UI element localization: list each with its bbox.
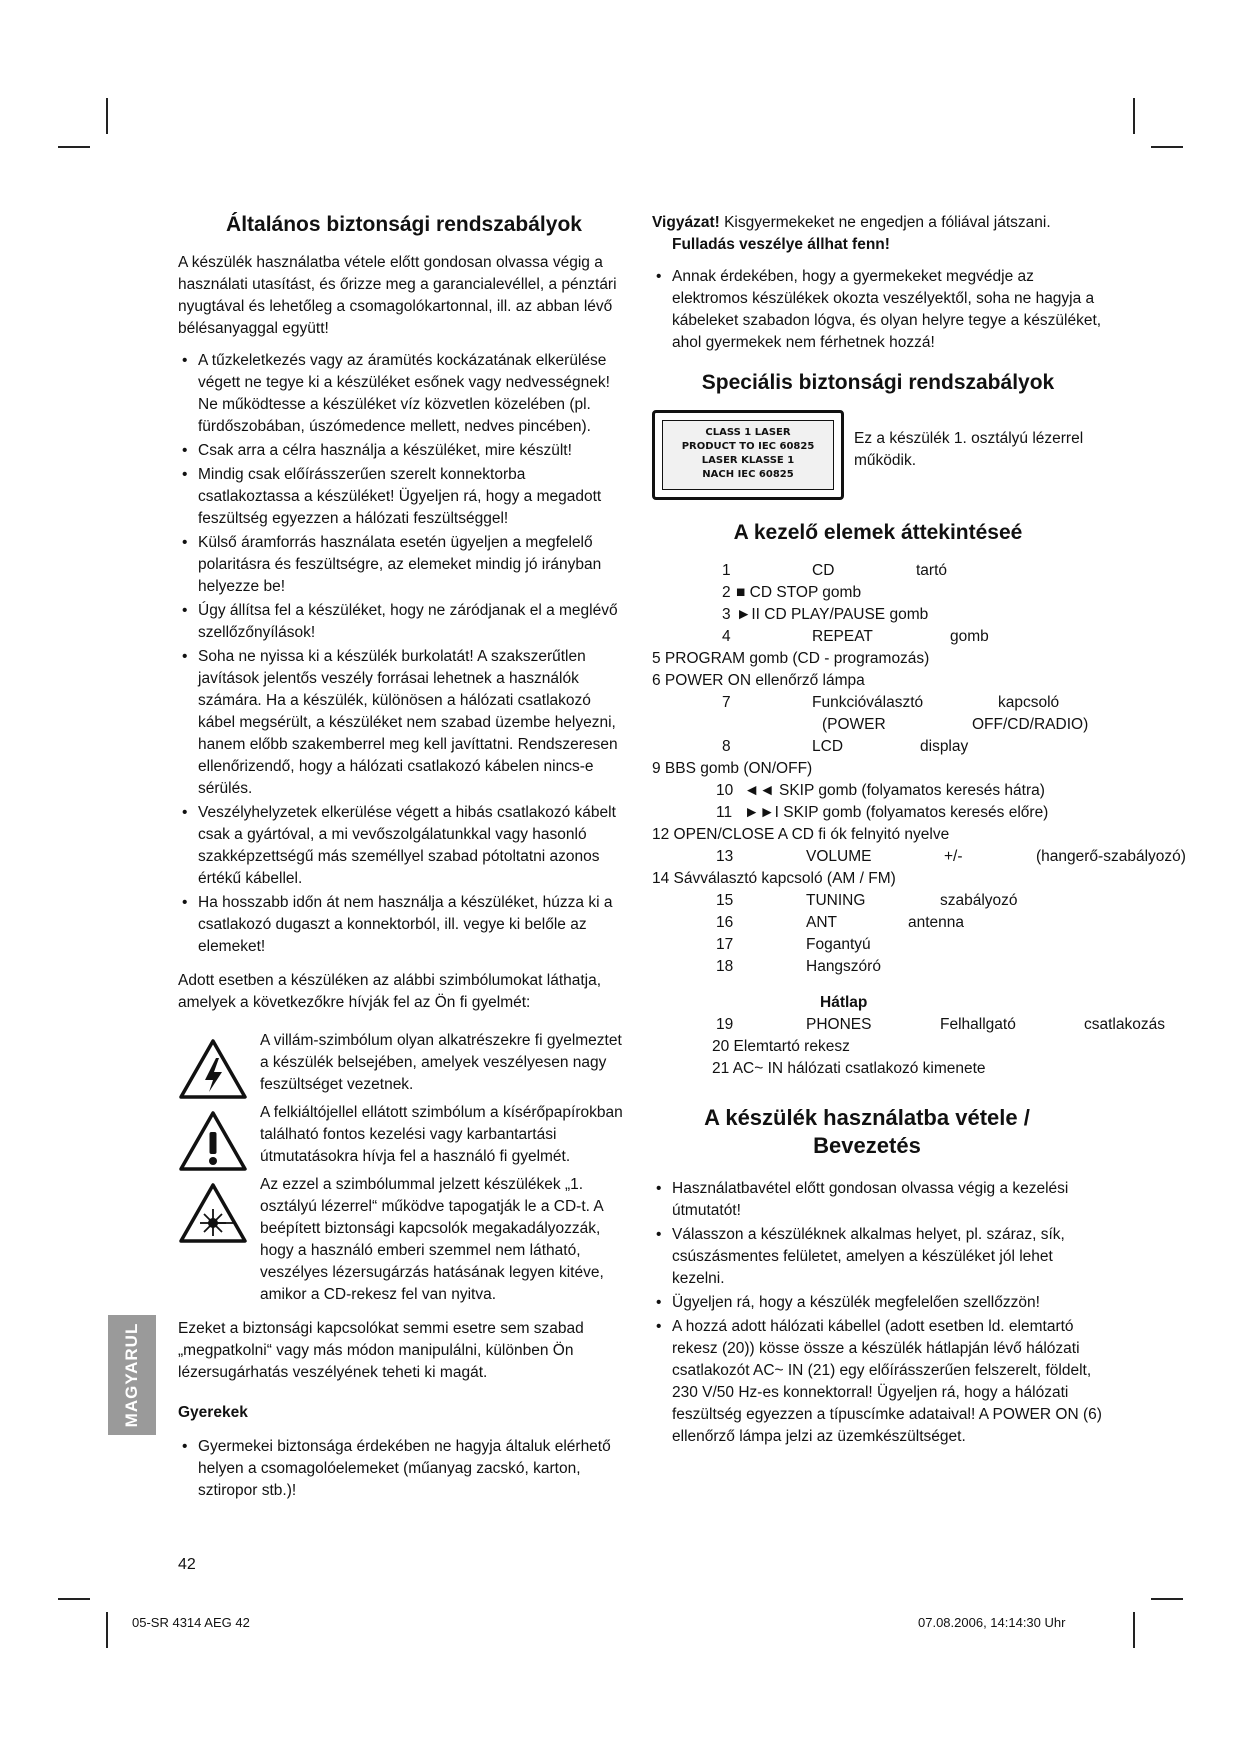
left-column [178,212,630,1514]
list-item: • Veszélyhelyzetek elkerülése végett a hibás csatlakozó kábelt csak a gyártóval, a mi vevőszolgálatunkkal vagy hasonló szakképzettségű más személlyel szabad pótoltatni azonos értékű kábellel. [178,802,630,890]
laser-label-line: CLASS 1 LASER [705,427,791,438]
list-item: • Annak érdekében, hogy a gyermekeket megvédje az elektromos készülékek okozta veszélyektől, soha ne hagyja a kábeleket szabadon lógva, és olyan helyre tegye a készüléket, ahol gyermekek nem férhetnek hozzá! [652,266,1104,354]
control-item: 7 Funkcióválasztó kapcsoló [722,694,1060,711]
control-item: 15 TUNING szabályozó [716,892,1018,909]
laser-label-line: NACH IEC 60825 [702,469,794,480]
special-safety-title: Speciális biztonsági rendszabályok [701,371,1055,394]
list-item: • Ügyeljen rá, hogy a készülék megfelelően szellőzzön! [652,1292,1104,1314]
controls-title: A kezelő elemek áttekintéseé [733,521,1023,544]
control-item: 8 LCD display [722,738,969,755]
setup-bullet-list [652,1178,1104,1448]
control-item: 10 ◄◄ SKIP gomb (folyamatos keresés hátra) [716,782,1045,799]
list-item: • A hozzá adott hálózati kábellel (adott esetben ld. elemtartó rekesz (20)) kösse össze a készülék hátlapján lévő hálózati csatlakozót AC~ IN (21) egy előírásszerűen felszerelt, földelt, 230 V/50 Hz-es konnektorral! Ügyeljen rá, hogy a hálózati feszültség egyezzen a típuscímke adataival! A POWER ON (6) ellenőrző lámpa jelzi az üzemkészültséget. [652,1316,1104,1448]
list-item: • Külső áramforrás használata esetén ügyeljen a megfelelő polaritásra és feszültségre, az elemeket mindig jó irányban helyezze be! [178,532,630,598]
control-item: 2 ■ CD STOP gomb [722,584,862,601]
laser-symbol-row [178,1174,630,1306]
child-safety-bullets [652,266,1104,354]
control-item: 12 OPEN/CLOSE A CD fi ók felnyitó nyelve [652,826,950,843]
control-item: 17 Fogantyú [716,936,871,953]
crop-mark [1133,98,1135,134]
crop-mark [1151,146,1183,148]
footer-right: 07.08.2006, 14:14:30 Uhr [918,1615,1066,1630]
crop-mark [1151,1598,1183,1600]
crop-mark [1133,1612,1135,1648]
control-item: 20 Elemtartó rekesz [712,1038,850,1055]
back-panel-title: Hátlap [820,994,868,1011]
control-item: 4 REPEAT gomb [722,628,989,645]
control-item: 13 VOLUME +/- (hangerő-szabályozó) [716,848,1186,865]
crop-mark [106,1612,108,1648]
crop-mark [58,146,90,148]
general-safety-title: Általános biztonsági rendszabályok [226,213,582,236]
page-number: 42 [178,1556,196,1573]
list-item: • Soha ne nyissa ki a készülék burkolatát! A szakszerűtlen javítások jelentős veszély forrásai lehetnek a használók számára. Ha a készülék, különösen a hálózati csatlakozó kábel megsérült, a készüléket nem szabad üzembe helyezni, hanem előbb szakemberrel meg kell javíttatni. Rendszeresen ellenőrizendő, hogy a hálózati csatlakozó kábelen nincs-e sérülés. [178,646,630,800]
safety-bullet-list [178,350,630,958]
control-item: 16 ANT antenna [716,914,965,931]
control-item: 21 AC~ IN hálózati csatlakozó kimenete [712,1060,986,1077]
crop-mark [58,1598,90,1600]
exclamation-symbol-row [178,1102,630,1168]
exclamation-warning-icon [178,1110,248,1172]
list-item: • Használatbavétel előtt gondosan olvassa végig a kezelési útmutatót! [652,1178,1104,1222]
control-item: (POWER OFF/CD/RADIO) [822,716,1089,733]
control-item: 1 CD tartó [722,562,948,579]
control-item: 19 PHONES Felhallgató csatlakozás [716,1016,1165,1033]
lightning-symbol-text: A villám-szimbólum olyan alkatrészekre fi gyelmeztet a készülék belsejében, amelyek veszélyesen nagy feszültséget vezetnek. [260,1032,622,1093]
symbols-intro: Adott esetben a készüléken az alábbi szimbólumokat láthatja, amelyek a következőkre hívják fel az Ön fi gyelmét: [178,972,602,1011]
crop-mark [106,98,108,134]
laser-class-block [652,410,1172,502]
list-item: • Ha hosszabb időn át nem használja a készüléket, húzza ki a csatlakozó dugaszt a konnektorból, ill. vegye ki belőle az elemeket! [178,892,630,958]
switch-note: Ezeket a biztonsági kapcsolókat semmi esetre sem szabad „megpatkolni“ vagy más módon manipulálni, különben Ön lézersugárhatás veszélyének teheti ki magát. [178,1320,584,1381]
laser-class-label [652,410,844,500]
laser-label-inner [662,420,834,490]
list-item: • Mindig csak előírásszerűen szerelt konnektorba csatlakoztassa a készüléket! Ügyeljen rá, hogy a megadott feszültség egyezzen a hálózati feszültséggel! [178,464,630,530]
laser-radiation-icon [178,1182,248,1244]
suffocation-warning: Fulladás veszélye állhat fenn! [672,236,890,253]
laser-label-line: LASER KLASSE 1 [701,455,795,466]
control-item: 6 POWER ON ellenőrző lámpa [652,672,865,689]
list-item: • Gyermekei biztonsága érdekében ne hagyja általuk elérhető helyen a csomagolóelemeket (műanyag zacskó, karton, sztiropor stb.)! [178,1436,630,1502]
controls-list [652,560,1186,1080]
lightning-symbol-row [178,1030,630,1096]
exclamation-symbol-text: A felkiáltójellel ellátott szimbólum a kísérőpapírokban található fontos kezelési vagy karbantartási útmutatásokra hívja fel a használó fi gyelmét. [260,1104,623,1165]
children-bullet-list [178,1436,630,1502]
right-column [652,212,1186,1460]
control-item: 3 ►II CD PLAY/PAUSE gomb [722,606,929,623]
control-item: 14 Sávválasztó kapcsoló (AM / FM) [652,870,896,887]
lightning-warning-icon [178,1038,248,1100]
children-title: Gyerekek [178,1404,248,1421]
control-item: 11 ►►I SKIP gomb (folyamatos keresés előre) [716,804,1049,821]
control-item: 5 PROGRAM gomb (CD - programozás) [652,650,930,667]
warning-label: Vigyázat! [652,214,720,231]
list-item: • Válasszon a készüléknek alkalmas helyet, pl. száraz, sík, csúszásmentes felületet, amelyen a készüléket jól lehet kezelni. [652,1224,1104,1290]
list-item: • Csak arra a célra használja a készüléket, mire készült! [178,440,630,462]
language-tab-label: MAGYARUL [122,1322,141,1428]
language-tab [108,1315,156,1435]
warning-text: Kisgyermekeket ne engedjen a fóliával játszani. [719,214,1051,231]
list-item: • A tűzkeletkezés vagy az áramütés kockázatának elkerülése végett ne tegye ki a készüléket esőnek vagy nedvességnek! Ne működtesse a készüléket víz közvetlen közelében (pl. fürdőszobában, úszómedence mellett, nedves pincében). [178,350,630,438]
control-item: 9 BBS gomb (ON/OFF) [652,760,813,777]
laser-label-line: PRODUCT TO IEC 60825 [681,441,815,452]
laser-symbol-text: Az ezzel a szimbólummal jelzett készülékek „1. osztályú lézerrel“ működve tapogatják le a CD-t. A beépített biztonsági kapcsolók megakadályozzák, hogy a használó emberi szemmel nem látható, veszélyes lézersugárzás hatásának legyen kitéve, amikor a CD-rekesz fel van nyitva. [260,1176,604,1303]
setup-title: A készülék használatba vétele / Bevezetés [704,1105,1030,1158]
list-item: • Úgy állítsa fel a készüléket, hogy ne záródjanak el a meglévő szellőzőnyílások! [178,600,630,644]
footer-left: 05-SR 4314 AEG 42 [132,1615,250,1630]
intro-paragraph: A készülék használatba vétele előtt gondosan olvassa végig a használati utasítást, és őrizze meg a garancialevéllel, a pénztári nyugtával és lehetőleg a csomagolókartonnal, ill. az abban lévő bélésanyaggal együtt! [178,254,617,337]
warning-line [652,212,1104,234]
laser-class-text: Ez a készülék 1. osztályú lézerrel működik. [854,430,1084,469]
control-item: 18 Hangszóró [716,958,881,975]
